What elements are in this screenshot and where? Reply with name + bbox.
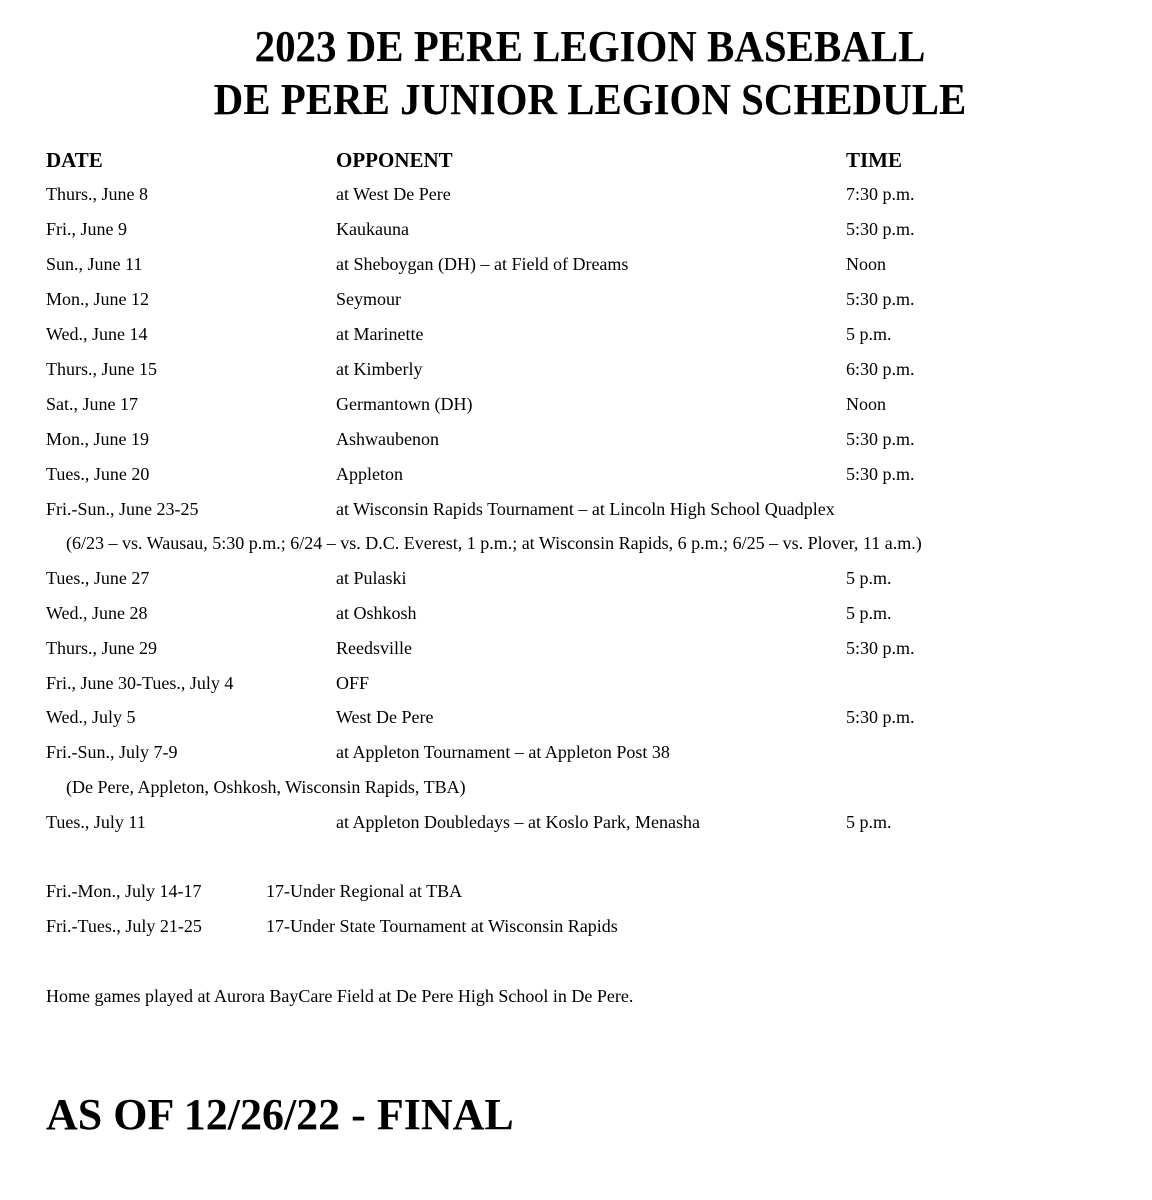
table-row: [0, 253, 1152, 283]
row-date: Sat., June 17: [46, 394, 138, 414]
row-time: 5 p.m.: [846, 568, 892, 588]
row-opponent: at Marinette: [336, 324, 424, 344]
row-opponent: at Appleton Doubledays – at Koslo Park, Menasha: [336, 812, 700, 832]
table-row: [0, 602, 1152, 632]
row-opponent: Kaukauna: [336, 219, 409, 239]
document-subtitle: DE PERE JUNIOR LEGION SCHEDULE: [213, 75, 967, 124]
row-opponent: Seymour: [336, 289, 401, 309]
table-row: [0, 183, 1152, 213]
row-time: 5 p.m.: [846, 812, 892, 832]
row-date: Wed., June 14: [46, 324, 148, 344]
row-opponent: at Kimberly: [336, 359, 423, 379]
column-header-date: DATE: [46, 148, 103, 172]
row-time: 5 p.m.: [846, 324, 892, 344]
table-row: [0, 463, 1152, 493]
row-opponent: at West De Pere: [336, 184, 451, 204]
table-row: [0, 428, 1152, 458]
row-opponent: at Oshkosh: [336, 603, 417, 623]
postseason-date: Fri.-Tues., July 21-25: [46, 916, 202, 936]
row-time: 7:30 p.m.: [846, 184, 915, 204]
row-opponent: West De Pere: [336, 707, 434, 727]
row-date: Mon., June 12: [46, 289, 149, 309]
row-time: 5:30 p.m.: [846, 707, 915, 727]
row-time: Noon: [846, 394, 886, 414]
postseason-item: [0, 915, 1152, 945]
row-date: Fri., June 30-Tues., July 4: [46, 673, 234, 693]
table-row: [0, 358, 1152, 388]
row-time: 5:30 p.m.: [846, 464, 915, 484]
row-time: 5 p.m.: [846, 603, 892, 623]
row-opponent: OFF: [336, 673, 370, 693]
column-header-time: TIME: [846, 148, 903, 172]
row-date: Thurs., June 15: [46, 359, 157, 379]
home-games-note: Home games played at Aurora BayCare Field at De Pere High School in De Pere.: [46, 986, 634, 1006]
table-row: [0, 323, 1152, 353]
row-date: Mon., June 19: [46, 429, 149, 449]
schedule-status: AS OF 12/26/22 - FINAL: [46, 1090, 514, 1139]
tournament-details-note: (6/23 – vs. Wausau, 5:30 p.m.; 6/24 – vs. D.C. Everest, 1 p.m.; at Wisconsin Rapids, 6 p.m.; 6/25 – vs. Plover, 11 a.m.): [66, 533, 922, 553]
postseason-event: 17-Under State Tournament at Wisconsin Rapids: [266, 916, 618, 936]
row-date: Fri.-Sun., July 7-9: [46, 742, 178, 762]
row-date: Sun., June 11: [46, 254, 143, 274]
row-date: Tues., June 20: [46, 464, 150, 484]
table-row: [0, 288, 1152, 318]
postseason-item: [0, 880, 1152, 910]
table-row: [0, 393, 1152, 423]
row-date: Tues., June 27: [46, 568, 150, 588]
tournament-details-note: (De Pere, Appleton, Oshkosh, Wisconsin Rapids, TBA): [66, 777, 466, 797]
table-row: [0, 567, 1152, 597]
table-row: [0, 741, 1152, 771]
table-row: [0, 498, 1152, 528]
row-opponent: at Appleton Tournament – at Appleton Post 38: [336, 742, 670, 762]
row-time: 5:30 p.m.: [846, 429, 915, 449]
row-time: 5:30 p.m.: [846, 289, 915, 309]
row-date: Fri., June 9: [46, 219, 127, 239]
row-date: Tues., July 11: [46, 812, 146, 832]
row-time: Noon: [846, 254, 886, 274]
row-opponent: Appleton: [336, 464, 403, 484]
row-date: Wed., July 5: [46, 707, 136, 727]
postseason-date: Fri.-Mon., July 14-17: [46, 881, 202, 901]
row-opponent: Germantown (DH): [336, 394, 473, 414]
row-date: Wed., June 28: [46, 603, 148, 623]
table-note-row: [0, 776, 1152, 806]
row-date: Thurs., June 29: [46, 638, 157, 658]
table-row: [0, 672, 1152, 702]
row-date: Fri.-Sun., June 23-25: [46, 499, 199, 519]
row-opponent: at Pulaski: [336, 568, 407, 588]
row-date: Thurs., June 8: [46, 184, 148, 204]
row-time: 5:30 p.m.: [846, 638, 915, 658]
row-opponent: Ashwaubenon: [336, 429, 439, 449]
row-opponent: at Wisconsin Rapids Tournament – at Lincoln High School Quadplex: [336, 499, 835, 519]
row-time: 5:30 p.m.: [846, 219, 915, 239]
row-opponent: at Sheboygan (DH) – at Field of Dreams: [336, 254, 629, 274]
postseason-event: 17-Under Regional at TBA: [266, 881, 463, 901]
column-header-opponent: OPPONENT: [336, 148, 453, 172]
table-row: [0, 218, 1152, 248]
table-note-row: [0, 532, 1152, 562]
document-title: 2023 DE PERE LEGION BASEBALL: [254, 22, 926, 71]
row-time: 6:30 p.m.: [846, 359, 915, 379]
table-row: [0, 637, 1152, 667]
table-row: [0, 706, 1152, 736]
row-opponent: Reedsville: [336, 638, 412, 658]
table-row: [0, 811, 1152, 841]
